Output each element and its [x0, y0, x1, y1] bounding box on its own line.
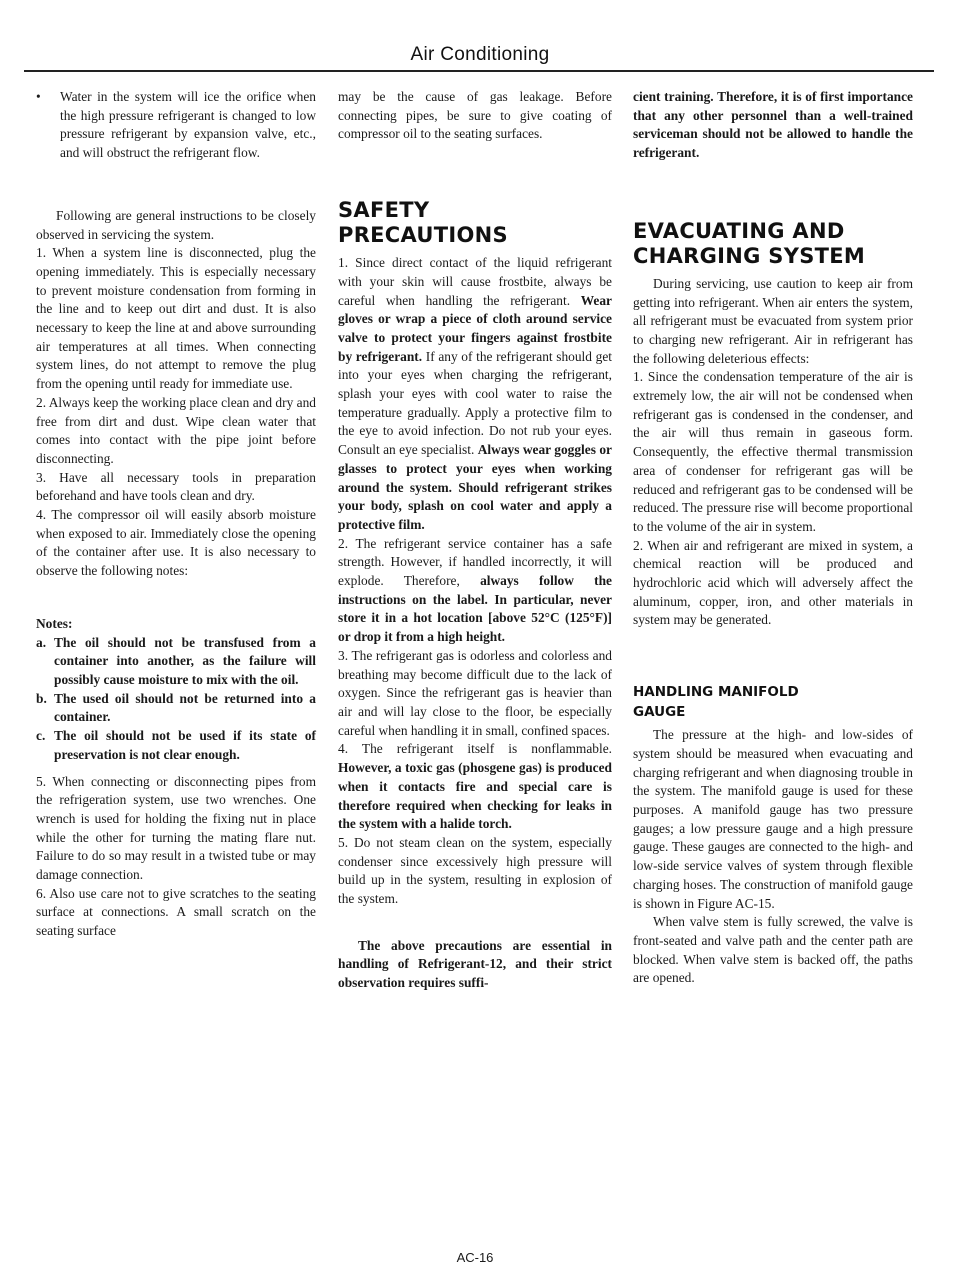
column-middle	[338, 88, 612, 993]
effect-2: 2. When air and refrigerant are mixed in system, a chemical reaction will be produced and hydrochloric acid which will adversely affect the aluminum, copper, iron, and other materials in system may be generated.	[633, 537, 913, 628]
precaution-2-text: 2. The refrigerant service container has a safe strength. However, if handled incorrectly, it will explode. Therefore,	[338, 535, 612, 589]
note-text: The oil should not be used if its state of preservation is not clear enough.	[54, 728, 316, 762]
note-letter: c.	[36, 728, 46, 744]
section-heading-charging: CHARGING SYSTEM	[633, 243, 866, 268]
instruction-2: 2. Always keep the working place clean and dry and free from dirt and dust. Wipe clean water that comes into contact with the pipe joint before disconnecting.	[36, 394, 316, 466]
instruction-6: 6. Also use care not to give scratches to the seating surface at connections. A small scratch on the seating surface	[36, 885, 316, 939]
precaution-5: 5. Do not steam clean on the system, especially condenser since excessively high pressure will build up in the system, resulting in explosion of the system.	[338, 834, 612, 907]
manifold-paragraph-2: When valve stem is fully screwed, the valve is front-seated and valve path and the center path are blocked. When valve stem is backed off, the paths are opened.	[633, 914, 913, 986]
instruction-3: 3. Have all necessary tools in preparation beforehand and have tools clean and dry.	[36, 469, 316, 504]
precaution-4	[338, 740, 612, 834]
bullet-icon: •	[36, 89, 41, 104]
precaution-3: 3. The refrigerant gas is odorless and colorless and breathing may become difficult due to the lack of oxygen. Since the refrigerant gas is heavier than air and will lay close to the floor, be especially careful when handling it in small, confined spaces.	[338, 647, 612, 738]
note-letter: b.	[36, 690, 47, 706]
note-letter: a.	[36, 634, 47, 650]
note-text: The used oil should not be returned into a container.	[54, 690, 316, 725]
manifold-paragraph-1: The pressure at the high- and low-sides of system should be measured when evacuating and charging refrigerant and when diagnosing trouble in the system. The manifold gauge is used for these purposes. A manifold gauge has two pressure gauges; a low pressure gauge and a high pressure gauge. These gauges are connected to the high- and low-side service valves of system through flexible charging hoses. The construction of manifold gauge is shown in Figure AC-15.	[633, 727, 913, 911]
note-c	[36, 727, 316, 764]
page-number: AC-16	[456, 1250, 494, 1265]
column-right	[633, 88, 913, 988]
precaution-4-bold: However, a toxic gas (phosgene gas) is produced when it contacts fire and special care is therefore required when checking for leaks in the system with a halide torch.	[338, 760, 612, 832]
header-rule	[24, 70, 934, 72]
section-heading-precautions: PRECAUTIONS	[338, 223, 508, 248]
page-title: Air Conditioning	[410, 44, 550, 65]
note-a	[36, 634, 316, 690]
column-left	[36, 88, 316, 941]
instruction-5: 5. When connecting or disconnecting pipes from the refrigeration system, use two wrenches. One wrench is used for holding the fixing nut in place while the other for turning the mating flare nut. Failure to do so may result in a twisted tube or may damage connection.	[36, 773, 316, 883]
evacuating-intro: During servicing, use caution to keep air from getting into refrigerant. When air enters the system, all refrigerant must be evacuated from system prior to charging new refrigerant. Air in refrigerant has the following deleterious effects:	[633, 275, 913, 366]
instruction-1: 1. When a system line is disconnected, plug the opening immediately. This is especially necessary to prevent moisture condensation from forming in the line and to keep out dirt and dust. It is also necessary to keep the line at and above surrounding air temperatures at all times. When connecting system lines, do not attempt to remove the plug from the opening until ready for immediate use.	[36, 245, 316, 392]
precaution-2-bold: always follow the instructions on the label. In particular, never store it in a hot location [above 52°C (125°F)] or drop it from a high height.	[338, 573, 612, 645]
intro-paragraph: Following are general instructions to be closely observed in servicing the system.	[36, 207, 316, 242]
precaution-1-bold-2: Always wear goggles or glasses to protect your eyes when working around the system. Should refrigerant strikes your body, splash on cool water and apply a protective film.	[338, 442, 612, 532]
sub-heading-gauge: GAUGE	[633, 704, 686, 721]
effect-1: 1. Since the condensation temperature of the air is extremely low, the air will not be condensed when refrigerant gas is condensed in the condenser, and the air will thus remain in gaseous form. Consequently, the effective thermal transmission area of condenser for refrigerant gas will be reduced and refrigerant gas to be condensed will be reduced. The pressure rise will become proportional to the volume of the air in system.	[633, 369, 913, 534]
note-b	[36, 690, 316, 727]
bullet-text: Water in the system will ice the orifice when the high pressure refrigerant is changed to low pressure refrigerant by expansion valve, etc., and will obstruct the refrigerant flow.	[60, 89, 316, 161]
section-heading-safety: SAFETY	[338, 198, 430, 223]
notes-label: Notes:	[36, 615, 73, 631]
section-heading-evacuating: EVACUATING AND	[633, 218, 845, 243]
precaution-1-bold: Wear gloves or wrap a piece of cloth around service valve to protect your fingers against frostbite by refrigerant.	[338, 292, 612, 364]
continuation-paragraph: may be the cause of gas leakage. Before connecting pipes, be sure to give coating of compressor oil to the seating surfaces.	[338, 89, 612, 142]
sub-heading-handling-manifold: HANDLING MANIFOLD	[633, 684, 799, 701]
precaution-1	[338, 254, 612, 535]
continuation-paragraph-bold: cient training. Therefore, it is of first importance that any other personnel than a well-trained serviceman should not be allowed to handle the refrigerant.	[633, 89, 913, 161]
closing-statement: The above precautions are essential in handling of Refrigerant-12, and their strict observation requires suffi-	[338, 937, 612, 991]
precaution-1-text-2: If any of the refrigerant should get into your eyes when charging the refrigerant, splash your eyes with cool water to raise the temperature gradually. Apply a protective film to the eye to avoid infection. Do not rub your eyes. Consult an eye specialist.	[338, 348, 612, 458]
precaution-4-text: 4. The refrigerant itself is nonflammable.	[338, 741, 612, 757]
instruction-4: 4. The compressor oil will easily absorb moisture when exposed to air. Immediately close the opening of the container after use. It is also necessary to observe the following notes:	[36, 507, 316, 579]
note-text: The oil should not be transfused from a container into another, as the failure will possibly cause moisture to mix with the oil.	[54, 634, 316, 687]
bullet-item	[36, 88, 316, 163]
precaution-2	[338, 535, 612, 647]
precaution-1-text: 1. Since direct contact of the liquid refrigerant with your skin will cause frostbite, always be careful when handling the refrigerant.	[338, 255, 612, 308]
